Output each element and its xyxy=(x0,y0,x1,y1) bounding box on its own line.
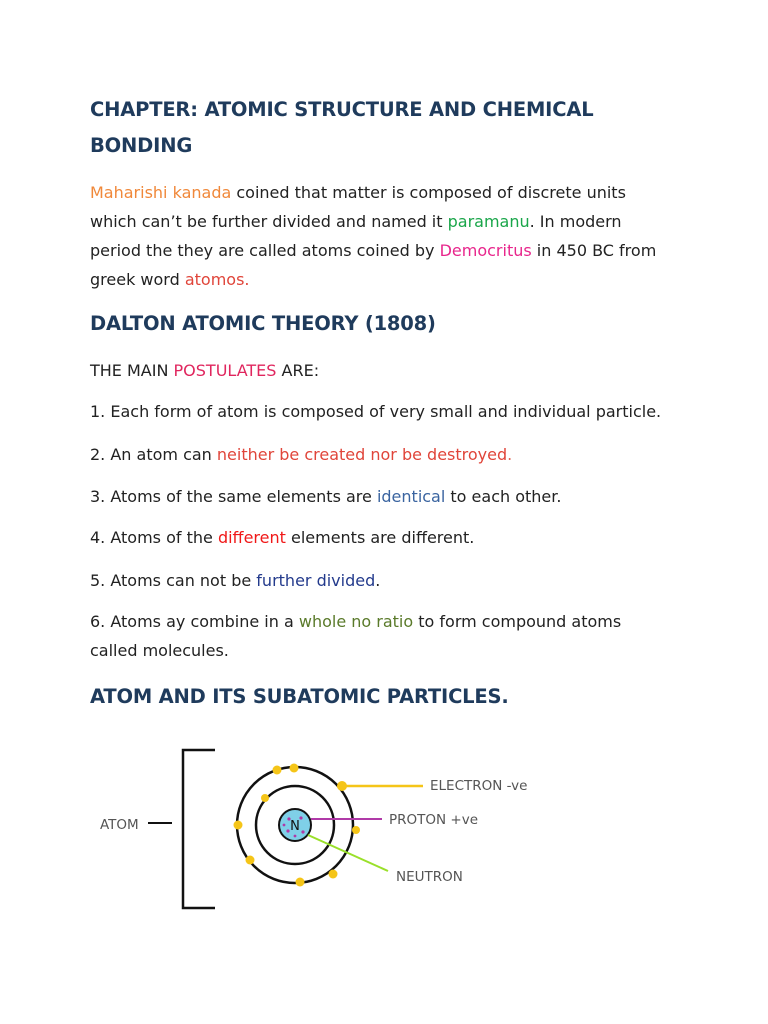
maharishi-kanada-text: Maharishi kanada xyxy=(90,183,232,202)
postulate-text: 6. Atoms ay combine in a xyxy=(90,612,299,631)
intro-text: in 450 BC from xyxy=(531,241,657,260)
electron xyxy=(290,764,299,773)
paramanu-text: paramanu xyxy=(447,212,530,231)
postulate-text: 3. Atoms of the same elements are xyxy=(90,487,377,506)
intro-text: coined that matter is composed of discrete units xyxy=(231,183,626,202)
atomos-text: atomos. xyxy=(184,270,250,289)
intro-text: which can’t be further divided and named it xyxy=(90,212,448,231)
postulate-6-line-1 xyxy=(90,607,690,636)
chapter-title xyxy=(90,92,593,164)
nucleus-particle xyxy=(286,829,289,832)
postulate-1: 1. Each form of atom is composed of very small and individual particle. xyxy=(90,402,662,421)
postulate-highlight: further divided xyxy=(256,571,376,590)
postulate-4 xyxy=(90,523,690,552)
postulate-6 xyxy=(90,607,690,665)
atom-bracket xyxy=(183,750,215,908)
intro-text: . In modern xyxy=(529,212,622,231)
nucleus-particle xyxy=(299,816,302,819)
electron xyxy=(246,856,255,865)
postulate-text: . xyxy=(375,571,381,590)
electron xyxy=(352,826,360,834)
intro-text: period the they are called atoms coined by xyxy=(90,241,440,260)
intro-line-1 xyxy=(90,178,690,207)
nucleus-particle xyxy=(301,830,304,833)
intro-line-2 xyxy=(90,207,690,236)
nucleus-particle xyxy=(283,824,286,827)
proton-label: PROTON +ve xyxy=(389,812,479,828)
chapter-title-line2: BONDING xyxy=(90,134,193,157)
intro-text: greek word xyxy=(90,270,185,289)
atom-diagram-svg xyxy=(90,740,550,920)
postulate-5 xyxy=(90,566,690,595)
electron xyxy=(329,870,338,879)
postulate-highlight: neither be created nor be destroyed xyxy=(216,445,508,464)
postulate-text: to form compound atoms xyxy=(413,612,622,631)
dalton-heading: DALTON ATOMIC THEORY (1808) xyxy=(90,312,436,335)
democritus-text: Democritus xyxy=(439,241,532,260)
neutron-pointer-line xyxy=(308,835,388,871)
postulate-text: 5. Atoms can not be xyxy=(90,571,257,590)
postulate-text: 4. Atoms of the xyxy=(90,528,218,547)
postulate-text: 2. An atom can xyxy=(90,445,217,464)
atom-diagram xyxy=(90,740,550,920)
intro-line-3 xyxy=(90,236,690,265)
nucleus-label: N xyxy=(290,819,300,834)
postulate-highlight: identical xyxy=(376,487,446,506)
postulate-2 xyxy=(90,440,690,469)
postulate-highlight: different xyxy=(217,528,286,547)
electron xyxy=(273,766,282,775)
postulate-text: to each other. xyxy=(445,487,562,506)
postulates-intro-text: THE MAIN xyxy=(90,361,174,380)
postulate-3 xyxy=(90,482,690,511)
chapter-title-line1: CHAPTER: ATOMIC STRUCTURE AND CHEMICAL xyxy=(90,98,594,121)
postulate-highlight: whole no ratio xyxy=(298,612,414,631)
nucleus-particle xyxy=(294,835,297,838)
neutron-label: NEUTRON xyxy=(396,869,463,885)
electron-label: ELECTRON -ve xyxy=(430,778,528,794)
postulates-intro-text: ARE: xyxy=(276,361,320,380)
atom-label: ATOM xyxy=(100,817,139,833)
electron xyxy=(234,821,243,830)
postulate-text: elements are different. xyxy=(285,528,475,547)
postulate-6-line-2: called molecules. xyxy=(90,641,229,660)
intro-paragraph xyxy=(90,178,690,294)
intro-line-4 xyxy=(90,265,690,294)
electron xyxy=(296,878,305,887)
postulate-text: . xyxy=(507,445,513,464)
postulates-keyword: POSTULATES xyxy=(173,361,277,380)
subatomic-heading: ATOM AND ITS SUBATOMIC PARTICLES. xyxy=(90,685,509,708)
electron xyxy=(261,794,269,802)
postulates-intro xyxy=(90,356,690,385)
